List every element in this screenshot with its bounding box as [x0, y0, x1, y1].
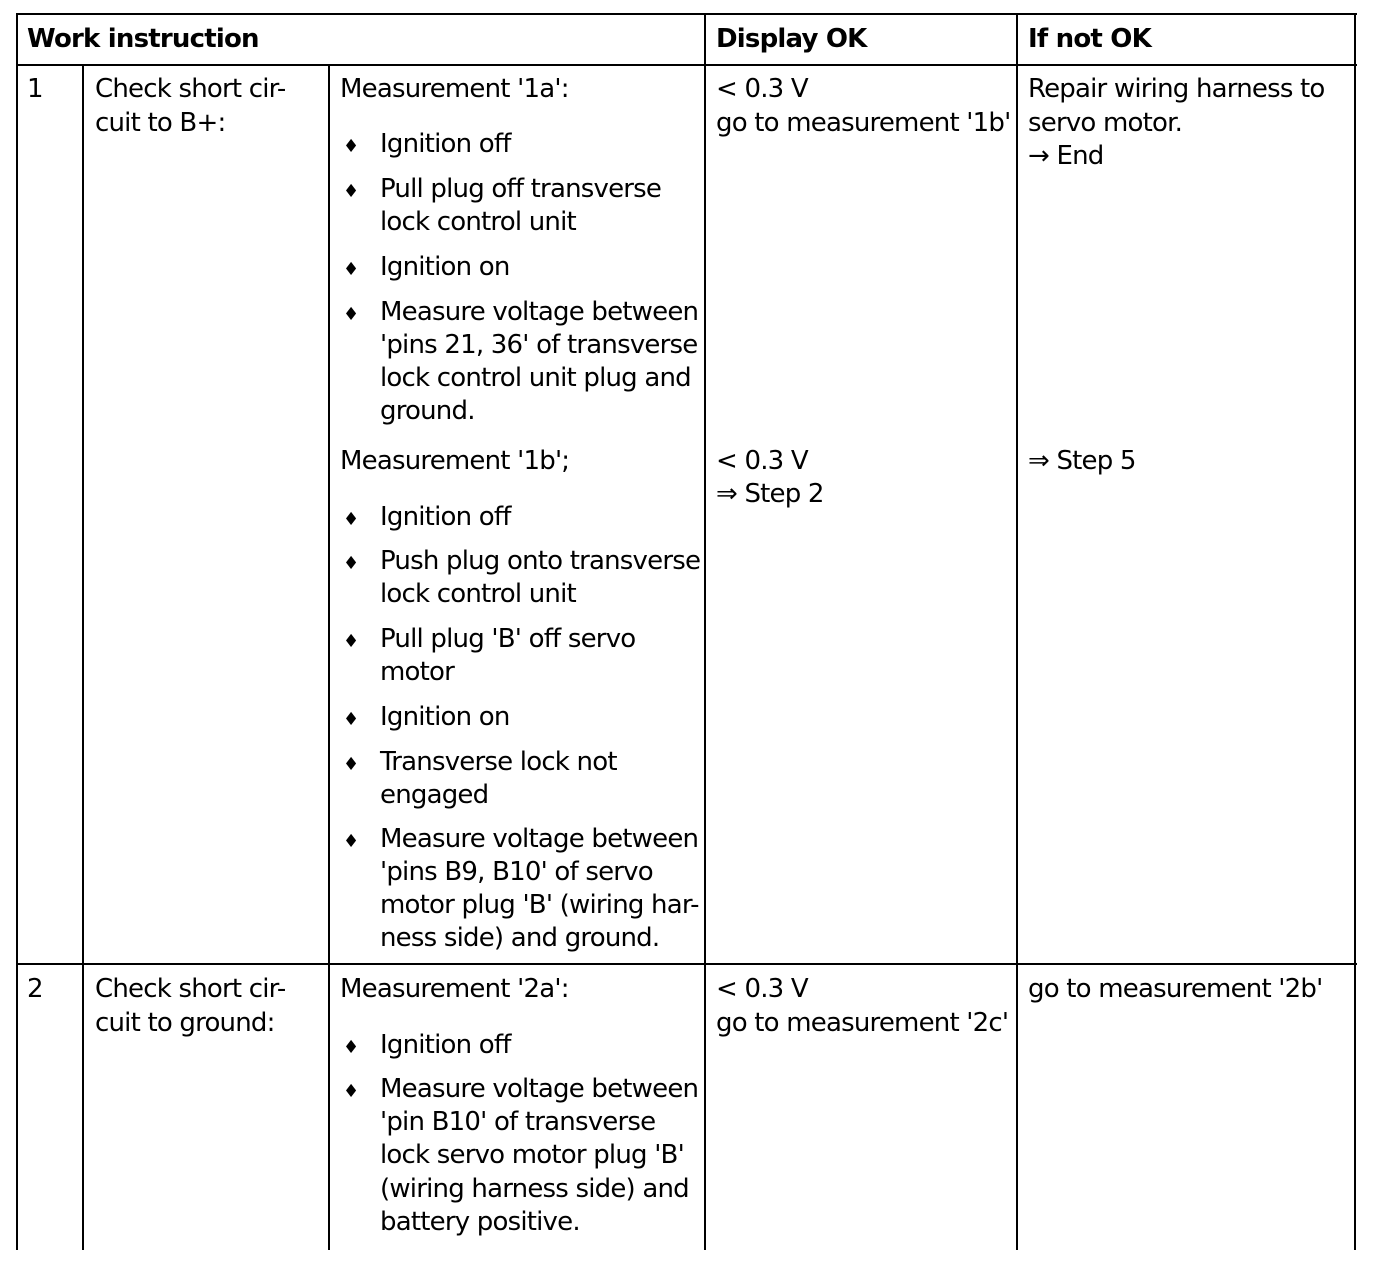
measurement-2a-title: Measurement '2a':: [340, 974, 569, 1004]
bullet-icon: ♦: [343, 709, 360, 730]
check-line: cuit to ground:: [95, 1007, 275, 1038]
step-text: battery positive.: [380, 1207, 580, 1237]
header-if-not-ok: If not OK: [1028, 24, 1151, 54]
step-text: Measure voltage between: [380, 297, 699, 327]
step-text: lock control unit: [380, 207, 576, 237]
display-ok-column-border: [704, 13, 706, 1250]
measurement-1a-display-ok: go to measurement '1b': [716, 108, 1011, 138]
measurement-1a-if-not-ok: Repair wiring harness to: [1028, 74, 1325, 104]
step-text: (wiring harness side) and: [380, 1174, 689, 1204]
bullet-icon: ♦: [343, 259, 360, 280]
measurement-1a-if-not-ok: → End: [1028, 141, 1104, 171]
step-text: lock servo motor plug 'B': [380, 1140, 684, 1170]
row-1-number: 1: [27, 74, 43, 104]
measurement-1a-display-ok: < 0.3 V: [716, 74, 808, 104]
bullet-icon: ♦: [343, 181, 360, 202]
step-text: 'pins B9, B10' of servo: [380, 857, 653, 887]
bullet-icon: ♦: [343, 754, 360, 775]
measurement-1b-display-ok: < 0.3 V: [716, 446, 808, 476]
if-not-ok-column-border: [1016, 13, 1018, 1250]
bullet-icon: ♦: [343, 304, 360, 325]
row-2-number: 2: [27, 974, 43, 1004]
number-column-border: [82, 65, 84, 1250]
measurement-1b-if-not-ok: ⇒ Step 5: [1028, 446, 1136, 476]
step-text: ness side) and ground.: [380, 923, 660, 953]
step-text: Ignition on: [380, 252, 510, 282]
row-1-check-description: [95, 73, 285, 140]
step-text: Transverse lock not: [380, 747, 617, 777]
table-top-border: [16, 13, 1357, 15]
header-display-ok: Display OK: [716, 24, 867, 54]
step-text: Pull plug off transverse: [380, 174, 662, 204]
step-text: motor: [380, 657, 455, 687]
step-text: lock control unit: [380, 579, 576, 609]
bullet-icon: ♦: [343, 136, 360, 157]
row-divider: [16, 963, 1357, 965]
bullet-icon: ♦: [343, 831, 360, 852]
measurement-2a-if-not-ok: go to measurement '2b': [1028, 974, 1323, 1004]
measurement-1b-title: Measurement '1b';: [340, 446, 570, 476]
measurement-1b-display-ok: ⇒ Step 2: [716, 479, 824, 509]
step-text: Ignition off: [380, 502, 511, 532]
measurement-2a-display-ok: go to measurement '2c': [716, 1008, 1009, 1038]
table-right-border: [1354, 13, 1356, 1250]
check-column-border: [328, 65, 330, 1250]
step-text: Push plug onto transverse: [380, 546, 701, 576]
step-text: ground.: [380, 396, 475, 426]
step-text: motor plug 'B' (wiring har-: [380, 890, 699, 920]
step-text: Measure voltage between: [380, 824, 699, 854]
step-text: Measure voltage between: [380, 1074, 699, 1104]
step-text: Ignition off: [380, 129, 511, 159]
check-line: Check short cir-: [95, 74, 286, 104]
check-line: cuit to B+:: [95, 107, 226, 138]
bullet-icon: ♦: [343, 1037, 360, 1058]
measurement-1a-title: Measurement '1a':: [340, 74, 569, 104]
header-work-instruction: Work instruction: [27, 24, 259, 54]
step-text: 'pin B10' of transverse: [380, 1107, 656, 1137]
header-bottom-border: [16, 64, 1357, 66]
bullet-icon: ♦: [343, 553, 360, 574]
measurement-1a-if-not-ok: servo motor.: [1028, 108, 1183, 138]
step-text: Ignition on: [380, 702, 510, 732]
step-text: Ignition off: [380, 1030, 511, 1060]
step-text: engaged: [380, 780, 489, 810]
bullet-icon: ♦: [343, 509, 360, 530]
measurement-2a-display-ok: < 0.3 V: [716, 974, 808, 1004]
step-text: lock control unit plug and: [380, 363, 691, 393]
bullet-icon: ♦: [343, 631, 360, 652]
check-line: Check short cir-: [95, 974, 286, 1004]
row-2-check-description: [95, 973, 285, 1040]
table-left-border: [16, 13, 18, 1250]
bullet-icon: ♦: [343, 1081, 360, 1102]
step-text: 'pins 21, 36' of transverse: [380, 330, 698, 360]
step-text: Pull plug 'B' off servo: [380, 624, 636, 654]
